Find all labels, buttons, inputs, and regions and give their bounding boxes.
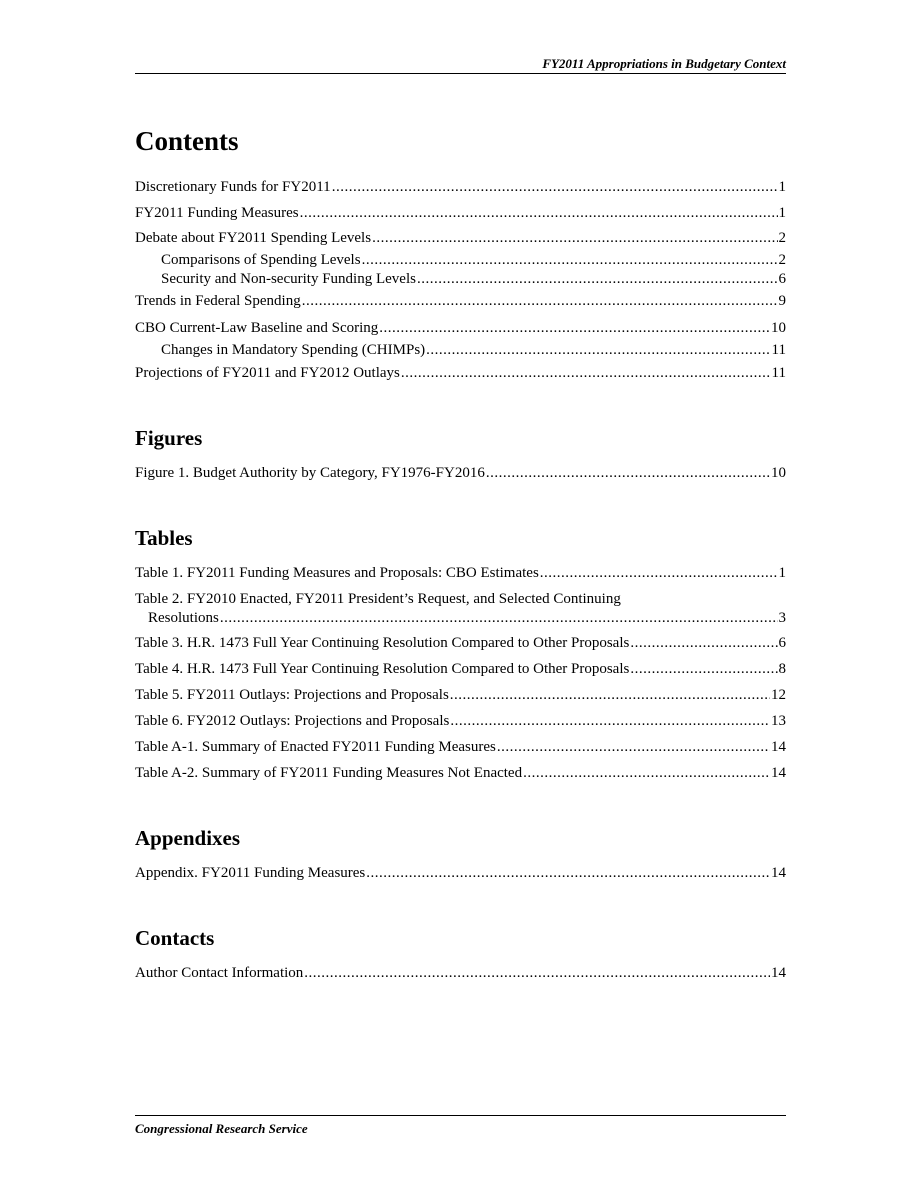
toc-entry[interactable] — [135, 660, 786, 678]
dot-leader — [450, 712, 770, 730]
contents-heading: Contents — [135, 126, 239, 156]
toc-entry-text: CBO Current-Law Baseline and Scoring — [135, 320, 379, 336]
toc-entry[interactable] — [135, 712, 786, 730]
toc-entry[interactable] — [135, 319, 786, 337]
toc-entry-text: Table 1. FY2011 Funding Measures and Proposals: CBO Estimates — [135, 565, 539, 581]
dot-leader — [417, 270, 778, 288]
dot-leader — [523, 764, 770, 782]
toc-entry[interactable] — [135, 178, 786, 196]
toc-entry-text: Projections of FY2011 and FY2012 Outlays — [135, 365, 400, 381]
toc-entry-text: Resolutions — [148, 610, 219, 626]
dot-leader — [300, 204, 778, 222]
toc-entry-page: 13 — [771, 713, 786, 729]
dot-leader — [304, 964, 770, 982]
dot-leader — [540, 564, 778, 582]
toc-entry-text: Changes in Mandatory Spending (CHIMPs) — [161, 342, 426, 358]
toc-entry-text: Debate about FY2011 Spending Levels — [135, 230, 372, 246]
toc-entry-page: 14 — [771, 765, 786, 781]
dot-leader — [379, 319, 770, 337]
toc-entry-text: Table 4. H.R. 1473 Full Year Continuing Resolution Compared to Other Proposals — [135, 661, 630, 677]
toc-entry[interactable] — [135, 686, 786, 704]
header-rule — [135, 73, 786, 74]
dot-leader — [362, 251, 778, 269]
toc-entry[interactable] — [161, 341, 786, 359]
toc-entry-text: Table 6. FY2012 Outlays: Projections and Proposals — [135, 713, 450, 729]
toc-entry-text-line1[interactable]: Table 2. FY2010 Enacted, FY2011 President’s Request, and Selected Continuing — [135, 591, 621, 607]
toc-entry-page: 14 — [771, 739, 786, 755]
toc-entry[interactable] — [148, 609, 786, 627]
footer-rule — [135, 1115, 786, 1116]
toc-entry-page: 14 — [771, 965, 786, 981]
toc-entry-page: 1 — [778, 565, 786, 581]
toc-entry-page: 6 — [778, 635, 786, 651]
appendixes-heading: Appendixes — [135, 826, 241, 850]
running-footer: Congressional Research Service — [135, 1121, 308, 1136]
toc-entry-page: 10 — [771, 320, 786, 336]
dot-leader — [372, 229, 777, 247]
dot-leader — [630, 634, 777, 652]
toc-entry-text: Table 5. FY2011 Outlays: Projections and Proposals — [135, 687, 449, 703]
toc-entry-text: Figure 1. Budget Authority by Category, FY1976-FY2016 — [135, 465, 485, 481]
toc-entry-page: 2 — [778, 252, 786, 268]
toc-entry-page: 9 — [778, 293, 786, 309]
toc-entry-page: 11 — [771, 365, 786, 381]
toc-entry-text: FY2011 Funding Measures — [135, 205, 299, 221]
toc-entry[interactable] — [135, 634, 786, 652]
dot-leader — [630, 660, 777, 678]
dot-leader — [450, 686, 770, 704]
toc-entry-page: 12 — [771, 687, 786, 703]
toc-entry[interactable] — [135, 764, 786, 782]
dot-leader — [366, 864, 770, 882]
dot-leader — [486, 464, 770, 482]
toc-entry-text: Table A-1. Summary of Enacted FY2011 Funding Measures — [135, 739, 496, 755]
toc-entry-text: Table A-2. Summary of FY2011 Funding Measures Not Enacted — [135, 765, 523, 781]
toc-entry[interactable] — [161, 251, 786, 269]
toc-entry-text: Trends in Federal Spending — [135, 293, 301, 309]
contacts-heading: Contacts — [135, 926, 215, 950]
toc-entry-page: 6 — [778, 271, 786, 287]
toc-entry[interactable] — [135, 292, 786, 310]
dot-leader — [302, 292, 778, 310]
tables-heading: Tables — [135, 526, 193, 550]
toc-entry-text: Author Contact Information — [135, 965, 304, 981]
toc-entry-text: Discretionary Funds for FY2011 — [135, 179, 331, 195]
toc-entry[interactable] — [135, 864, 786, 882]
toc-entry-page: 3 — [778, 610, 786, 626]
toc-entry-page: 1 — [778, 179, 786, 195]
toc-entry-page: 1 — [778, 205, 786, 221]
toc-entry-page: 14 — [771, 865, 786, 881]
toc-entry[interactable] — [135, 564, 786, 582]
toc-entry[interactable] — [135, 204, 786, 222]
figures-heading: Figures — [135, 426, 203, 450]
toc-entry[interactable] — [135, 229, 786, 247]
dot-leader — [401, 364, 771, 382]
toc-entry-page: 2 — [778, 230, 786, 246]
toc-entry-text: Table 3. H.R. 1473 Full Year Continuing Resolution Compared to Other Proposals — [135, 635, 630, 651]
toc-entry[interactable] — [161, 270, 786, 288]
dot-leader — [220, 609, 778, 627]
toc-entry-text: Security and Non-security Funding Levels — [161, 271, 416, 287]
toc-entry-text: Comparisons of Spending Levels — [161, 252, 361, 268]
toc-entry-page: 8 — [778, 661, 786, 677]
toc-entry[interactable] — [135, 464, 786, 482]
dot-leader — [497, 738, 770, 756]
toc-entry[interactable] — [135, 738, 786, 756]
toc-entry-page: 10 — [771, 465, 786, 481]
running-header: FY2011 Appropriations in Budgetary Context — [542, 56, 786, 71]
toc-entry-text: Appendix. FY2011 Funding Measures — [135, 865, 366, 881]
dot-leader — [332, 178, 778, 196]
toc-entry[interactable] — [135, 964, 786, 982]
dot-leader — [426, 341, 770, 359]
toc-entry-page: 11 — [771, 342, 786, 358]
toc-entry[interactable] — [135, 364, 786, 382]
